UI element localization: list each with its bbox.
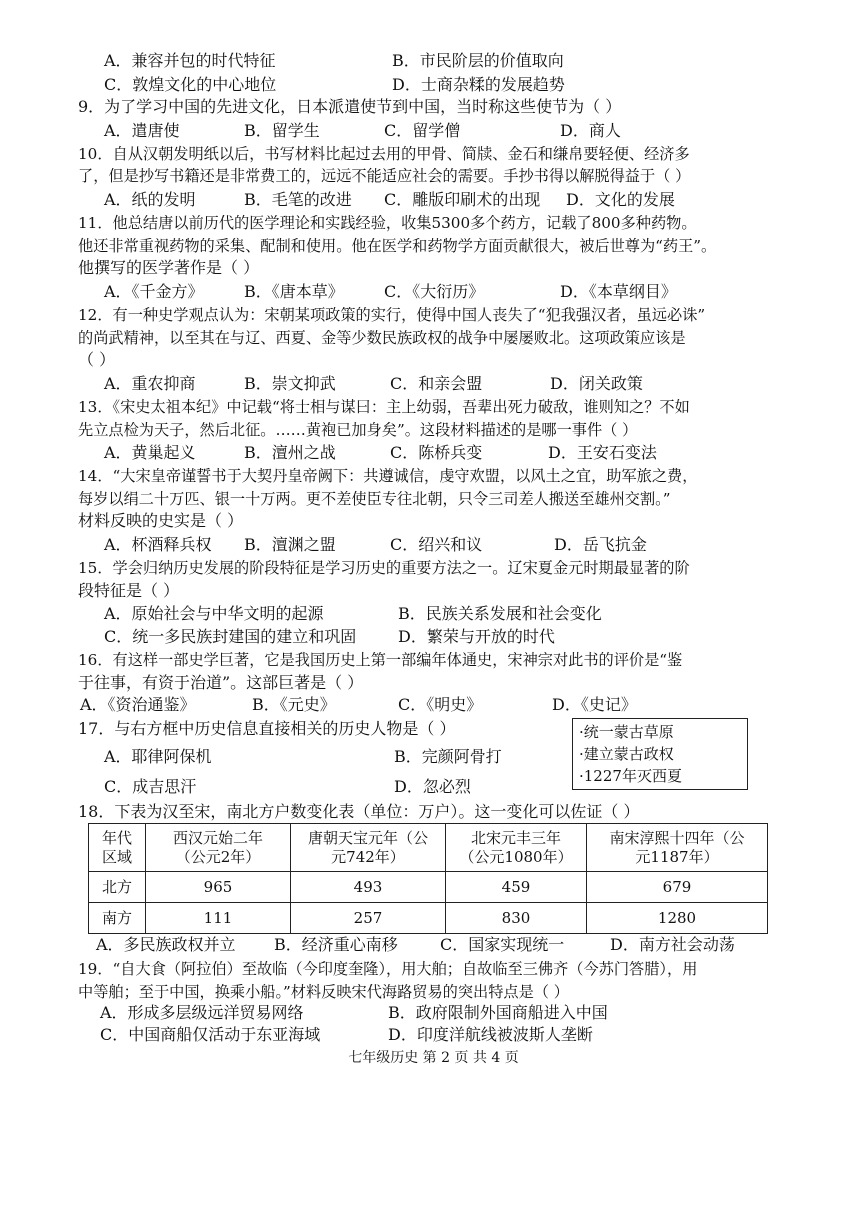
q15-option-a: A．原始社会与中华文明的起源 <box>104 604 324 623</box>
q15-line-1: 15．学会归纳历史发展的阶段特征是学习历史的重要方法之一。辽宋夏金元时期最显著的阶 <box>78 559 690 577</box>
q18-option-d: D．南方社会动荡 <box>610 935 735 954</box>
value-cell: 111 <box>146 903 291 934</box>
corner-top: 年代 <box>101 828 132 847</box>
q13-option-b: B．澶州之战 <box>244 443 336 462</box>
q18-stem: 18．下表为汉至宋，南北方户数变化表（单位：万户）。这一变化可以佐证（ ） <box>78 802 640 821</box>
q11-line-2: 他还非常重视药物的采集、配制和使用。他在医学和药物学方面贡献很大，被后世尊为“药王”。 <box>78 237 717 255</box>
q10-line-1: 10．自从汉朝发明纸以后，书写材料比起过去用的甲骨、简牍、金石和缣帛要轻便、经济多 <box>78 145 690 163</box>
value-cell: 965 <box>146 872 291 903</box>
q12-option-d: D．闭关政策 <box>550 374 643 393</box>
header-line: （公元1080年） <box>459 847 573 866</box>
q17-option-a: A．耶律阿保机 <box>104 747 212 766</box>
q10-option-a: A．纸的发明 <box>104 190 196 209</box>
value-cell: 830 <box>446 903 587 934</box>
q12-option-c: C．和亲会盟 <box>390 374 483 393</box>
header-line: 南宋淳熙十四年（公 <box>609 828 745 847</box>
q19-option-a: A．形成多层级远洋贸易网络 <box>100 1003 304 1022</box>
q8-option-d: D．士商杂糅的发展趋势 <box>392 75 565 94</box>
q18-option-b: B．经济重心南移 <box>274 935 398 954</box>
q18-option-a: A．多民族政权并立 <box>96 935 236 954</box>
q16-line-1: 16．有这样一部史学巨著，它是我国历史上第一部编年体通史，宋神宗对此书的评价是“鉴 <box>78 651 683 669</box>
q15-option-b: B．民族关系发展和社会变化 <box>398 604 602 623</box>
q10-option-c: C．雕版印刷术的出现 <box>384 190 541 209</box>
q19-option-b: B．政府限制外国商船进入中国 <box>388 1003 608 1022</box>
q17-option-c: C．成吉思汗 <box>104 777 197 796</box>
q19-line-1: 19．“自大食（阿拉伯）至故临（今印度奎隆），用大舶；自故临至三佛齐（今苏门答腊），用 <box>78 960 698 978</box>
q19-option-c: C．中国商船仅活动于东亚海域 <box>100 1025 321 1044</box>
header-line: 北宋元丰三年 <box>470 828 561 847</box>
q14-line-1: 14．“大宋皇帝谨誓书于大契丹皇帝阙下：共遵诚信，虔守欢盟，以风土之宜，助军旅之费， <box>78 467 698 485</box>
q15-option-d: D．繁荣与开放的时代 <box>398 627 555 646</box>
q14-option-d: D．岳飞抗金 <box>554 535 647 554</box>
corner-bottom: 区域 <box>101 847 132 866</box>
header-line: （公元2年） <box>175 847 261 866</box>
q16-line-2: 于往事，有资于治道”。这部巨著是（ ） <box>78 673 364 692</box>
q9-option-b: B．留学生 <box>244 121 320 140</box>
header-line: 元742年） <box>331 847 405 866</box>
page-footer: 七年级历史 第 2 页 共 4 页 <box>348 1050 519 1066</box>
q15-option-c: C．统一多民族封建国的建立和巩固 <box>104 627 357 646</box>
q13-option-c: C．陈桥兵变 <box>390 443 483 462</box>
q17-box-line: ·建立蒙古政权 <box>579 745 674 763</box>
q13-line-2: 先立点检为天子，然后北征。……黄袍已加身矣”。这段材料描述的是哪一事件（ ） <box>78 421 638 439</box>
value-cell: 1280 <box>587 903 768 934</box>
header-line: 西汉元始二年 <box>172 828 263 847</box>
q14-line-3: 材料反映的史实是（ ） <box>78 511 244 530</box>
table-row <box>89 872 768 903</box>
q19-option-d: D．印度洋航线被波斯人垄断 <box>388 1025 593 1044</box>
q10-option-b: B．毛笔的改进 <box>244 190 352 209</box>
q10-option-d: D．文化的发展 <box>566 190 675 209</box>
q12-line-1: 12．有一种史学观点认为：宋朝某项政策的实行，使得中国人丧失了“犯我强汉者，虽远必诛” <box>78 306 706 324</box>
table-header <box>146 824 291 872</box>
table-header <box>291 824 446 872</box>
q11-option-c: C．《大衍历》 <box>384 282 485 301</box>
value-cell: 679 <box>587 872 768 903</box>
q9-option-a: A．遣唐使 <box>104 121 180 140</box>
q15-line-2: 段特征是（ ） <box>78 581 180 600</box>
q11-line-3: 他撰写的医学著作是（ ） <box>78 258 260 277</box>
q12-option-b: B．崇文抑武 <box>244 374 336 393</box>
q16-option-c: C．《明史》 <box>398 695 483 714</box>
q16-option-a: A．《资治通鉴》 <box>80 695 196 714</box>
q17-info-box <box>572 718 748 790</box>
q11-option-b: B．《唐本草》 <box>244 282 344 301</box>
q13-option-d: D．王安石变法 <box>548 443 657 462</box>
q19-line-2: 中等舶；至于中国，换乘小船。”材料反映宋代海路贸易的突出特点是（ ） <box>78 983 569 1001</box>
table-header <box>446 824 587 872</box>
q10-line-2: 了，但是抄写书籍还是非常费工的，远远不能适应社会的需要。手抄书得以解脱得益于（ ） <box>78 167 691 185</box>
q17-option-b: B．完颜阿骨打 <box>394 747 502 766</box>
q14-option-c: C．绍兴和议 <box>390 535 483 554</box>
q17-option-d: D．忽必烈 <box>394 777 471 796</box>
q12-option-a: A．重农抑商 <box>104 374 196 393</box>
q14-line-2: 每岁以绢二十万匹、银一十万两。更不差使臣专往北朝，只令三司差人搬送至雄州交割。” <box>78 490 671 508</box>
header-line: 唐朝天宝元年（公 <box>307 828 428 847</box>
q17-box-line: ·1227年灭西夏 <box>579 767 682 785</box>
q17-box-line: ·统一蒙古草原 <box>579 723 674 741</box>
value-cell: 493 <box>291 872 446 903</box>
q16-option-d: D．《史记》 <box>552 695 637 714</box>
q9-option-d: D．商人 <box>560 121 621 140</box>
table-corner <box>89 824 146 872</box>
q11-line-1: 11．他总结唐以前历代的医学理论和实践经验，收集5300多个药方，记载了800多种药物。 <box>78 214 697 232</box>
table-header <box>587 824 768 872</box>
value-cell: 257 <box>291 903 446 934</box>
q13-option-a: A．黄巢起义 <box>104 443 196 462</box>
q12-line-3: （ ） <box>78 350 116 369</box>
q12-line-2: 的尚武精神，以至其在与辽、西夏、金等少数民族政权的战争中屡屡败北。这项政策应该是 <box>78 329 686 347</box>
region-cell: 北方 <box>89 872 146 903</box>
value-cell: 459 <box>446 872 587 903</box>
q14-option-b: B．澶渊之盟 <box>244 535 336 554</box>
q18-option-c: C．国家实现统一 <box>440 935 565 954</box>
q9-option-c: C．留学僧 <box>384 121 461 140</box>
q17-stem: 17．与右方框中历史信息直接相关的历史人物是（ ） <box>78 719 456 738</box>
q13-line-1: 13．《宋史太祖本纪》中记载“将士相与谋曰：主上幼弱，吾辈出死力破敌，谁则知之？不如 <box>78 398 690 416</box>
q11-option-a: A．《千金方》 <box>104 282 204 301</box>
q8-option-c: C．敦煌文化的中心地位 <box>104 75 277 94</box>
table-row <box>89 903 768 934</box>
region-cell: 南方 <box>89 903 146 934</box>
q8-option-a: A．兼容并包的时代特征 <box>104 51 276 70</box>
q14-option-a: A．杯酒释兵权 <box>104 535 212 554</box>
q11-option-d: D．《本草纲目》 <box>560 282 677 301</box>
q9-stem: 9．为了学习中国的先进文化，日本派遣使节到中国，当时称这些使节为（ ） <box>78 97 622 116</box>
households-table <box>88 823 768 934</box>
q8-option-b: B．市民阶层的价值取向 <box>392 51 564 70</box>
q16-option-b: B．《元史》 <box>252 695 336 714</box>
header-line: 元1187年） <box>635 847 719 866</box>
